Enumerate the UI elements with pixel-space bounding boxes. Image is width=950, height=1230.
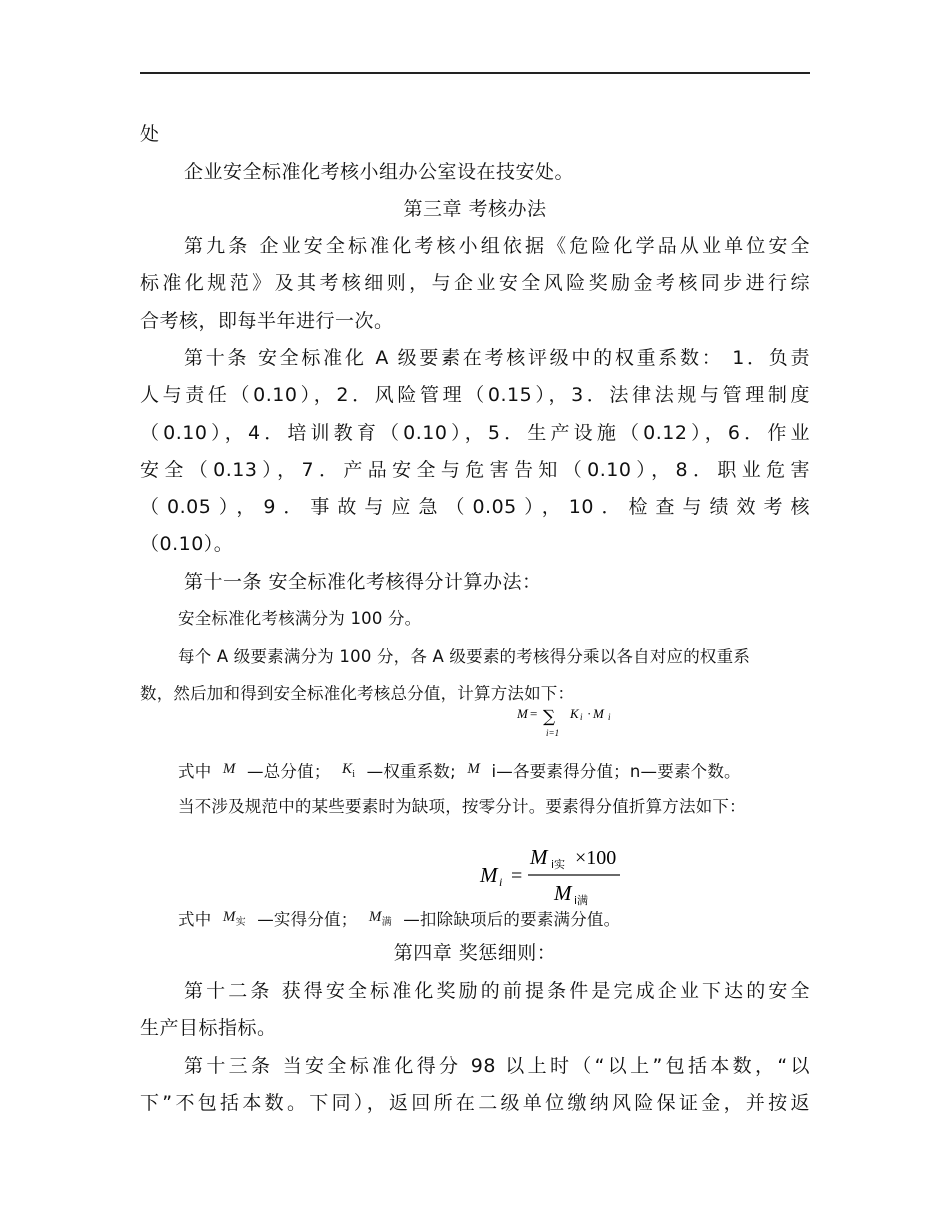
symbol-definition-line [178,758,810,786]
article-10-line: 第十条 安全标准化 A 级要素在考核评级中的权重系数： 1．负责 [184,347,810,369]
formula-m-sub: i [608,712,611,722]
formula-den-sub: i满 [574,894,589,907]
text-line: 每个 A 级要素满分为 100 分，各 A 级要素的考核得分乘以各自对应的权重系 [178,647,751,666]
formula-lhs: M [480,863,498,887]
text-line: 处 [140,123,160,145]
text-line: 企业安全标准化考核小组办公室设在技安处。 [184,161,575,183]
symbol-m: M [222,761,236,777]
article-12-line: 生产目标指标。 [140,1017,277,1039]
definition-text: i—各要素得分值；n—要素个数。 [491,762,741,781]
symbol-m2: M [467,761,481,777]
article-10-line: 人与责任（0.10），2．风险管理（0.15），3．法律法规与管理制度 [140,384,810,406]
symbol-k: $K_i$ [341,761,356,780]
definition-text: —实得分值； [257,910,358,929]
symbol-definition-line [178,906,810,934]
article-10-line: （0.10），4．培训教育（0.10），5．生产设施（0.12），6．作业 [140,422,810,444]
chapter-heading: 第四章 奖惩细则： [393,942,557,964]
formula-m2: M [593,706,604,721]
definition-prefix: 式中 [178,762,212,781]
article-9-line: 标准化规范》及其考核细则，与企业安全风险奖励金考核同步进行综 [140,272,810,294]
symbol-m-full: $M_满$ [368,909,392,928]
definition-prefix: 式中 [178,910,212,929]
formula-eq: = [530,706,538,721]
element-score-formula [470,842,640,908]
article-9-line: 合考核，即每半年进行一次。 [140,310,394,332]
definition-text: —扣除缺项后的要素满分值。 [403,910,621,929]
formula-index: i=1 [546,728,560,738]
text-line: 当不涉及规范中的某些要素时为缺项，按零分计。要素得分值折算方法如下： [178,797,746,816]
text-line: 安全标准化考核满分为 100 分。 [178,609,422,628]
article-10-line: （0.05），9．事故与应急（0.05），10．检查与绩效考核 [140,496,810,518]
definition-text: —权重系数; [366,762,456,781]
article-13-line: 下”不包括本数。下同），返回所在二级单位缴纳风险保证金，并按返 [140,1092,810,1114]
article-9-line: 第九条 企业安全标准化考核小组依据《危险化学品从业单位安全 [184,235,810,257]
article-10-line: 安全（0.13），7．产品安全与危害告知（0.10），8．职业危害 [140,459,810,481]
formula-num-m: M [530,845,548,869]
formula-sum: ∑ [543,707,556,727]
header-rule [140,72,810,74]
article-11-heading: 第十一条 安全标准化考核得分计算办法： [184,571,542,593]
definition-text: —总分值； [247,762,331,781]
article-10-line: （0.10）。 [140,533,234,555]
article-13-line: 第十三条 当安全标准化得分 98 以上时（“以上”包括本数，“以 [184,1055,810,1077]
formula-num-sub: i实 [551,858,566,871]
formula-k-sub: i [580,712,583,722]
formula-num-times: ×100 [575,847,617,869]
formula-dot: · [587,706,592,721]
total-score-formula [517,704,627,740]
formula-lhs-sub: i [499,875,503,889]
chapter-heading: 第三章 考核办法 [403,198,547,220]
formula-k: K [570,706,579,721]
formula-m: M [517,706,528,721]
article-12-line: 第十二条 获得安全标准化奖励的前提条件是完成企业下达的安全 [184,980,810,1002]
formula-eq: = [511,865,523,887]
formula-den-m: M [554,881,572,905]
symbol-m-real: $M_实$ [222,909,246,928]
text-line: 数，然后加和得到安全标准化考核总分值，计算方法如下： [140,684,575,703]
